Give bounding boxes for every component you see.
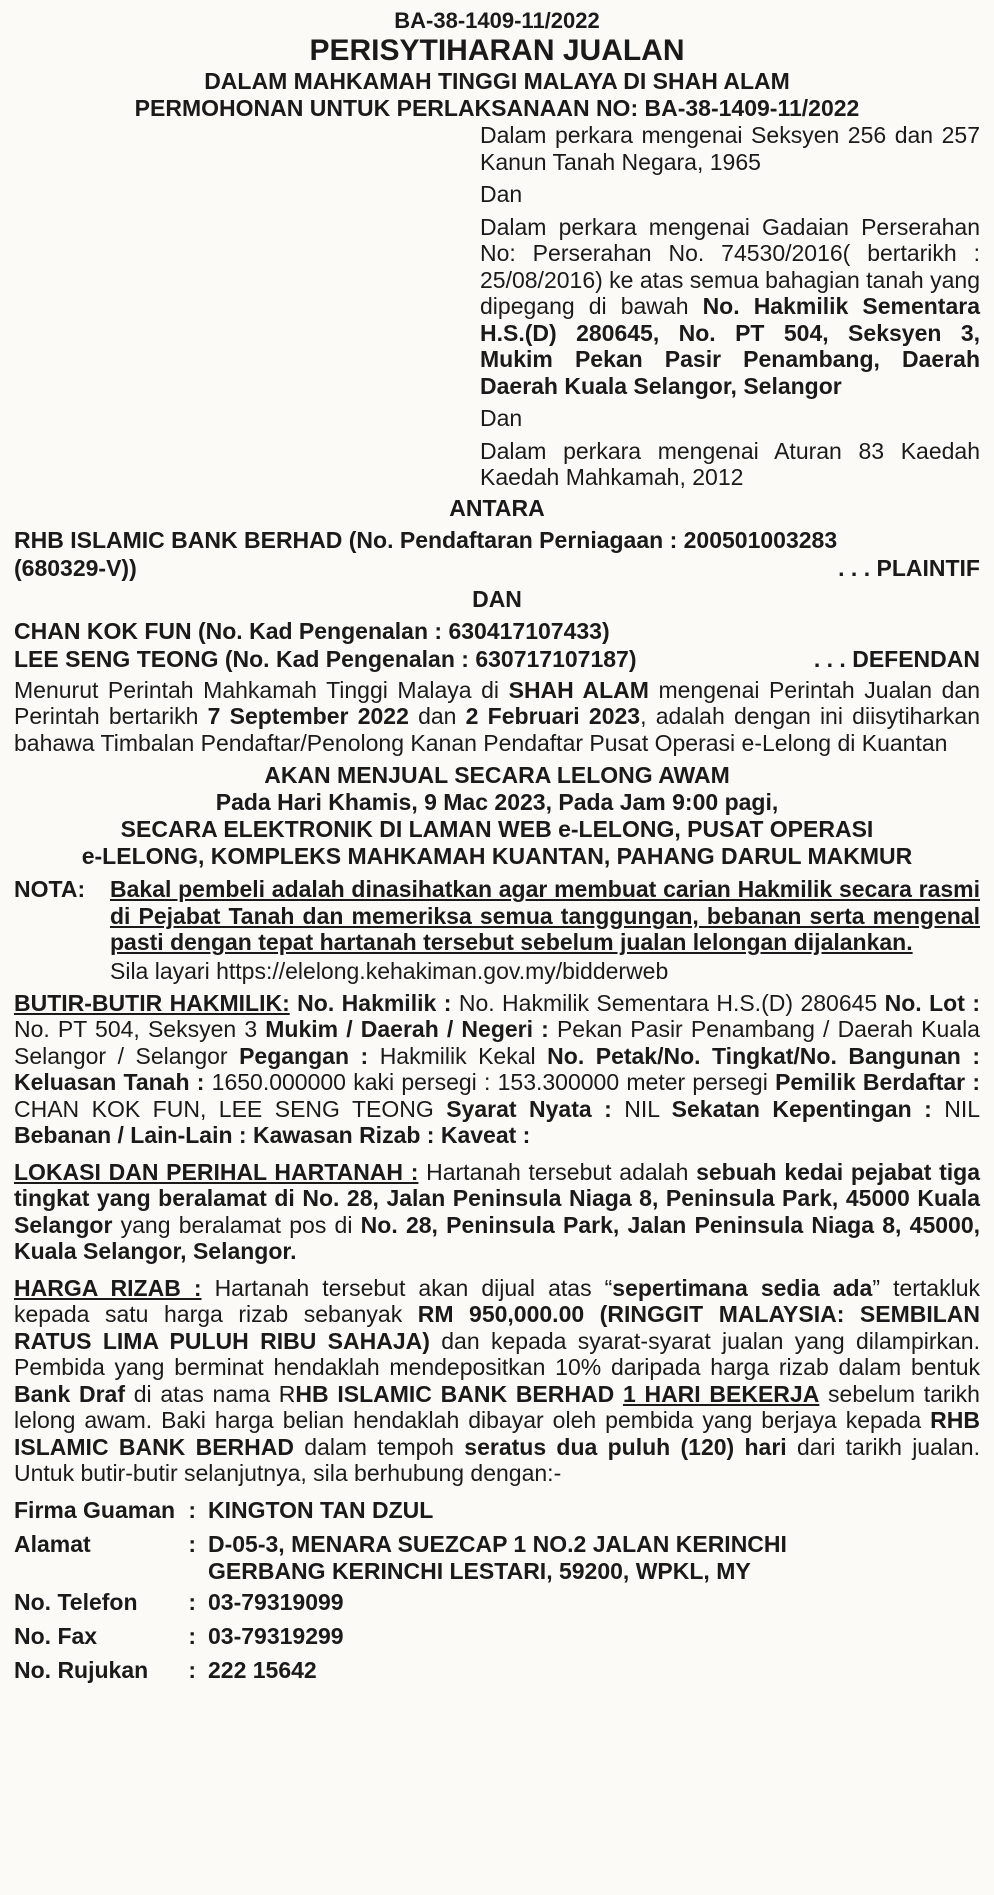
title-particulars: BUTIR-BUTIR HAKMILIK: No. Hakmilik : No. Hakmilik Sementara H.S.(D) 280645 No. Lot : No. PT 504, Seksyen 3 Mukim / Daerah / Negeri : Pekan Pasir Penambang / Daerah Kuala Selangor / Selangor Pegangan : Hakmilik Kekal No. Petak/No. Tingkat/No. Bangunan : Keluasan Tanah : 1650.000000 kaki persegi : 153.300000 meter persegi Pemilik Berdaftar : CHAN KOK FUN, LEE SENG TEONG Syarat Nyata : NIL Sekatan Kepentingan : NIL Bebanan / Lain-Lain : Kawasan Rizab : Kaveat : — [14, 989, 981, 1148]
matter-3: Dalam perkara mengenai Aturan 83 Kaedah Kaedah Mahkamah, 2012 — [480, 437, 980, 490]
and-2: Dan — [480, 405, 523, 431]
contact-label: Firma Guaman : — [14, 1496, 196, 1523]
plaintiff-id: (680329-V)) — [14, 554, 137, 581]
contact-value: 03-79319299 — [208, 1622, 344, 1649]
location-paragraph: LOKASI DAN PERIHAL HARTANAH : Hartanah tersebut adalah sebuah kedai pejabat tiga tingkat yang beralamat di No. 28, Jalan Peninsula Niaga 8, Peninsula Park, 45000 Kuala Selangor yang beralamat pos di No. 28, Peninsula Park, Jalan Peninsula Niaga 8, 45000, Kuala Selangor, Selangor. — [14, 1158, 980, 1264]
contact-value: 03-79319099 — [208, 1588, 344, 1615]
contact-label: No. Telefon : — [14, 1588, 196, 1615]
plaintiff-row — [14, 554, 980, 582]
reserve-price-paragraph: HARGA RIZAB : Hartanah tersebut akan dijual atas “sepertimana sedia ada” tertakluk kepada satu harga rizab sebanyak RM 950,000.00 (RINGGIT MALAYSIA: SEMBILAN RATUS LIMA PULUH RIBU SAHAJA) dan kepada syarat-syarat jualan yang dilampirkan. Pembida yang berminat hendaklah mendepositkan 10% daripada harga rizab dalam bentuk Bank Draf di atas nama RHB ISLAMIC BANK BERHAD 1 HARI BEKERJA sebelum tarikh lelong awam. Baki harga belian hendaklah dibayar oleh pembida yang berjaya kepada RHB ISLAMIC BANK BERHAD dalam tempoh seratus dua puluh (120) hari dari tarikh jualan. Untuk butir-butir selanjutnya, sila berhubung dengan:- — [14, 1274, 980, 1486]
reserve-price-heading: HARGA RIZAB : — [14, 1274, 202, 1301]
application-number: PERMOHONAN UNTUK PERLAKSANAAN NO: BA-38-1409-11/2022 — [134, 95, 860, 121]
between-label: ANTARA — [449, 494, 545, 521]
nota-text: Bakal pembeli adalah dinasihatkan agar membuat carian Hakmilik secara rasmi di Pejabat Tanah dan memeriksa semua tanggungan, bebanan serta mengenal pasti dengan tepat hartanah tersebut sebelum jualan lelongan dijalankan. — [110, 876, 980, 955]
contact-value: KINGTON TAN DZUL — [208, 1496, 434, 1523]
contact-value: D-05-3, MENARA SUEZCAP 1 NO.2 JALAN KERINCHI GERBANG KERINCHI LESTARI, 59200, WPKL, MY — [208, 1530, 787, 1584]
page-title: PERISYTIHARAN JUALAN — [309, 34, 685, 67]
auction-line-3: SECARA ELEKTRONIK DI LAMAN WEB e-LELONG, PUSAT OPERASI — [120, 816, 874, 842]
nota-label: NOTA: — [14, 876, 86, 902]
matters-block — [480, 122, 980, 491]
plaintiff-role: . . . PLAINTIF — [838, 554, 980, 581]
contact-row-address — [14, 1527, 980, 1585]
contact-label: Alamat : — [14, 1530, 196, 1557]
auction-line-2: Pada Hari Khamis, 9 Mac 2023, Pada Jam 9:00 pagi, — [215, 789, 779, 815]
matter-2: Dalam perkara mengenai Gadaian Perserahan No: Perserahan No. 74530/2016( bertarikh : 25/08/2016) ke atas semua bahagian tanah yang dipegang di bawah No. Hakmilik Sementara H.S.(D) 280645, No. PT 504, Seksyen 3, Mukim Pekan Pasir Penambang, Daerah Daerah Kuala Selangor, Selangor — [480, 213, 980, 399]
defendant-1: CHAN KOK FUN (No. Kad Pengenalan : 630417107433) — [14, 617, 610, 644]
contact-label: No. Rujukan : — [14, 1656, 196, 1683]
matter-1: Dalam perkara mengenai Seksyen 256 dan 257 Kanun Tanah Negara, 1965 — [480, 122, 980, 175]
nota-block — [14, 876, 980, 956]
and-label: DAN — [472, 585, 522, 612]
contact-row-fax — [14, 1619, 980, 1653]
defendant-row — [14, 645, 980, 673]
court-name: DALAM MAHKAMAH TINGGI MALAYA DI SHAH ALAM — [204, 68, 790, 94]
location-heading: LOKASI DAN PERIHAL HARTANAH : — [14, 1158, 419, 1185]
contact-value: 222 15642 — [208, 1656, 317, 1683]
auction-line-1: AKAN MENJUAL SECARA LELONG AWAM — [264, 762, 730, 788]
defendant-role: . . . DEFENDAN — [813, 645, 980, 672]
contact-row-firm — [14, 1493, 980, 1527]
case-reference: BA-38-1409-11/2022 — [394, 8, 600, 33]
contact-label: No. Fax : — [14, 1622, 196, 1649]
defendant-2: LEE SENG TEONG (No. Kad Pengenalan : 630717107187) — [14, 645, 637, 672]
auction-line-4: e-LELONG, KOMPLEKS MAHKAMAH KUANTAN, PAHANG DARUL MAKMUR — [81, 843, 913, 869]
contact-details — [14, 1493, 980, 1687]
particulars-heading: BUTIR-BUTIR HAKMILIK: — [14, 989, 290, 1016]
order-paragraph: Menurut Perintah Mahkamah Tinggi Malaya di SHAH ALAM mengenai Perintah Jualan dan Perintah bertarikh 7 September 2022 dan 2 Februari 2023, adalah dengan ini diisytiharkan bahawa Timbalan Pendaftar/Penolong Kanan Pendaftar Pusat Operasi e-Lelong di Kuantan — [14, 676, 981, 756]
title-details: No. Hakmilik Sementara H.S.(D) 280645, No. PT 504, Seksyen 3, Mukim Pekan Pasir Penambang, Daerah Daerah Kuala Selangor, Selangor — [480, 293, 980, 399]
contact-row-phone — [14, 1585, 980, 1619]
and-1: Dan — [480, 181, 523, 207]
elelong-link[interactable]: Sila layari https://elelong.kehakiman.gov.my/bidderweb — [110, 957, 669, 984]
contact-row-reference — [14, 1653, 980, 1687]
plaintiff-name: RHB ISLAMIC BANK BERHAD (No. Pendaftaran Perniagaan : 200501003283 — [14, 526, 838, 553]
